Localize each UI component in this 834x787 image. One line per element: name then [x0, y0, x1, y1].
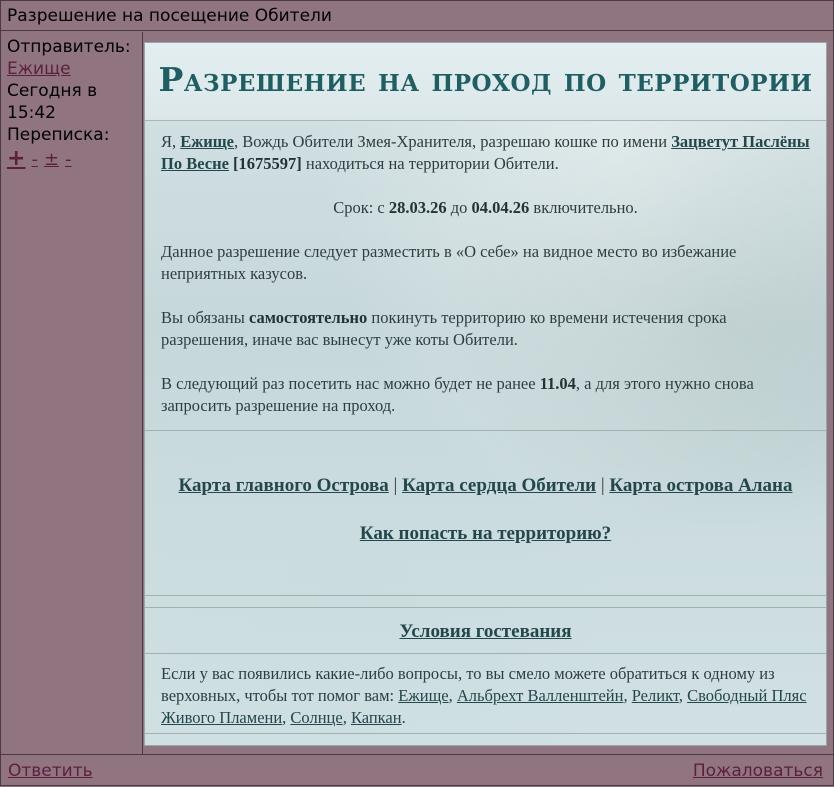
separator: | [596, 475, 610, 496]
message-time: 15:42 [7, 103, 56, 123]
permit-term [161, 197, 810, 219]
text-fragment: , Вождь Обители Змея-Хранителя, разрешаю кошке по имени [234, 132, 672, 151]
permit-paragraph-leave [161, 307, 810, 351]
correspondence-label: Переписка: [7, 125, 110, 145]
permit-banner [145, 43, 826, 121]
separator: , [678, 686, 688, 705]
correspondence-collapse-link[interactable]: - [31, 149, 38, 170]
message-footer [1, 754, 833, 786]
divider [145, 430, 826, 431]
contact-link[interactable]: Ежище [398, 686, 449, 705]
text-fragment: включительно. [529, 198, 638, 217]
conditions-link[interactable]: Условия гостевания [399, 621, 572, 642]
correspondence-links [7, 148, 142, 171]
contact-link[interactable]: Капкан [350, 708, 402, 727]
text-fragment: Я, [161, 132, 181, 151]
divider [145, 607, 826, 608]
message-content [144, 32, 833, 754]
separator: , [342, 708, 351, 727]
contact-link[interactable]: Свободный Пляс Живого Пламени [161, 686, 807, 727]
contacts-section [145, 663, 826, 729]
separator: , [282, 708, 291, 727]
maps-section [145, 473, 826, 547]
text-fragment: Вы обязаны [161, 308, 249, 327]
emphasis-text: самостоятельно [248, 308, 368, 327]
text-fragment: до [446, 198, 472, 217]
message-title: Разрешение на посещение Обители [1, 1, 833, 31]
correspondence-toggle-all-link[interactable]: ± [43, 149, 60, 170]
issuer-link[interactable]: Ежище [180, 132, 234, 151]
separator: | [388, 475, 403, 496]
guest-id: [1675597] [233, 154, 302, 173]
permit-paragraph-display: Данное разрешение следует разместить в «О себе» на видное место во избежание неприятных казусов. [161, 242, 737, 283]
separator: , [623, 686, 632, 705]
text-fragment: В следующий раз посетить нас можно будет не ранее [161, 374, 540, 393]
separator: , [448, 686, 457, 705]
message-sidebar [1, 32, 143, 754]
text-fragment: Срок: с [333, 198, 389, 217]
contacts-text: Если у вас появились какие-либо вопросы, то вы смело можете обратиться к одному из верховных, чтобы тот помог вам: [161, 664, 775, 705]
divider [145, 733, 826, 734]
alan-island-map-link[interactable]: Карта острова Алана [609, 475, 793, 496]
text-fragment: , а для этого нужно снова запросить разрешение на проход. [161, 374, 754, 415]
reply-link[interactable]: Ответить [8, 761, 93, 781]
divider [145, 653, 826, 654]
banner-title: Разрешение на проход по территории [158, 60, 813, 99]
correspondence-collapse-all-link[interactable]: - [65, 149, 72, 170]
heart-map-link[interactable]: Карта сердца Обители [402, 475, 597, 496]
text-fragment: находиться на территории Обители. [301, 154, 559, 173]
report-link[interactable]: Пожаловаться [692, 761, 823, 781]
date-from: 28.03.26 [388, 198, 447, 217]
sender-label: Отправитель: [7, 37, 131, 57]
contact-link[interactable]: Альбрехт Валленштейн [456, 686, 624, 705]
next-visit-date: 11.04 [539, 374, 576, 393]
contact-link[interactable]: Солнце [290, 708, 343, 727]
divider [145, 595, 826, 596]
date-to: 04.04.26 [471, 198, 530, 217]
conditions-section [145, 619, 826, 645]
sender-link[interactable]: Ежище [7, 59, 71, 79]
main-island-map-link[interactable]: Карта главного Острова [178, 475, 389, 496]
message-date: Сегодня в [7, 81, 98, 101]
permit-text [145, 131, 826, 439]
permit-panel [144, 42, 827, 746]
permit-paragraph-grant [161, 131, 810, 175]
correspondence-expand-link[interactable]: + [7, 146, 26, 171]
permit-paragraph-next-visit [161, 373, 810, 417]
guest-link[interactable]: Зацветут Паслёны По Весне [161, 132, 810, 173]
how-to-get-link[interactable]: Как попасть на территорию? [359, 523, 612, 544]
text-fragment: . [401, 708, 406, 727]
contact-link[interactable]: Реликт [631, 686, 679, 705]
text-fragment: покинуть территорию ко времени истечения срока разрешения, иначе вас вынесут уже коты Обители. [161, 308, 727, 349]
